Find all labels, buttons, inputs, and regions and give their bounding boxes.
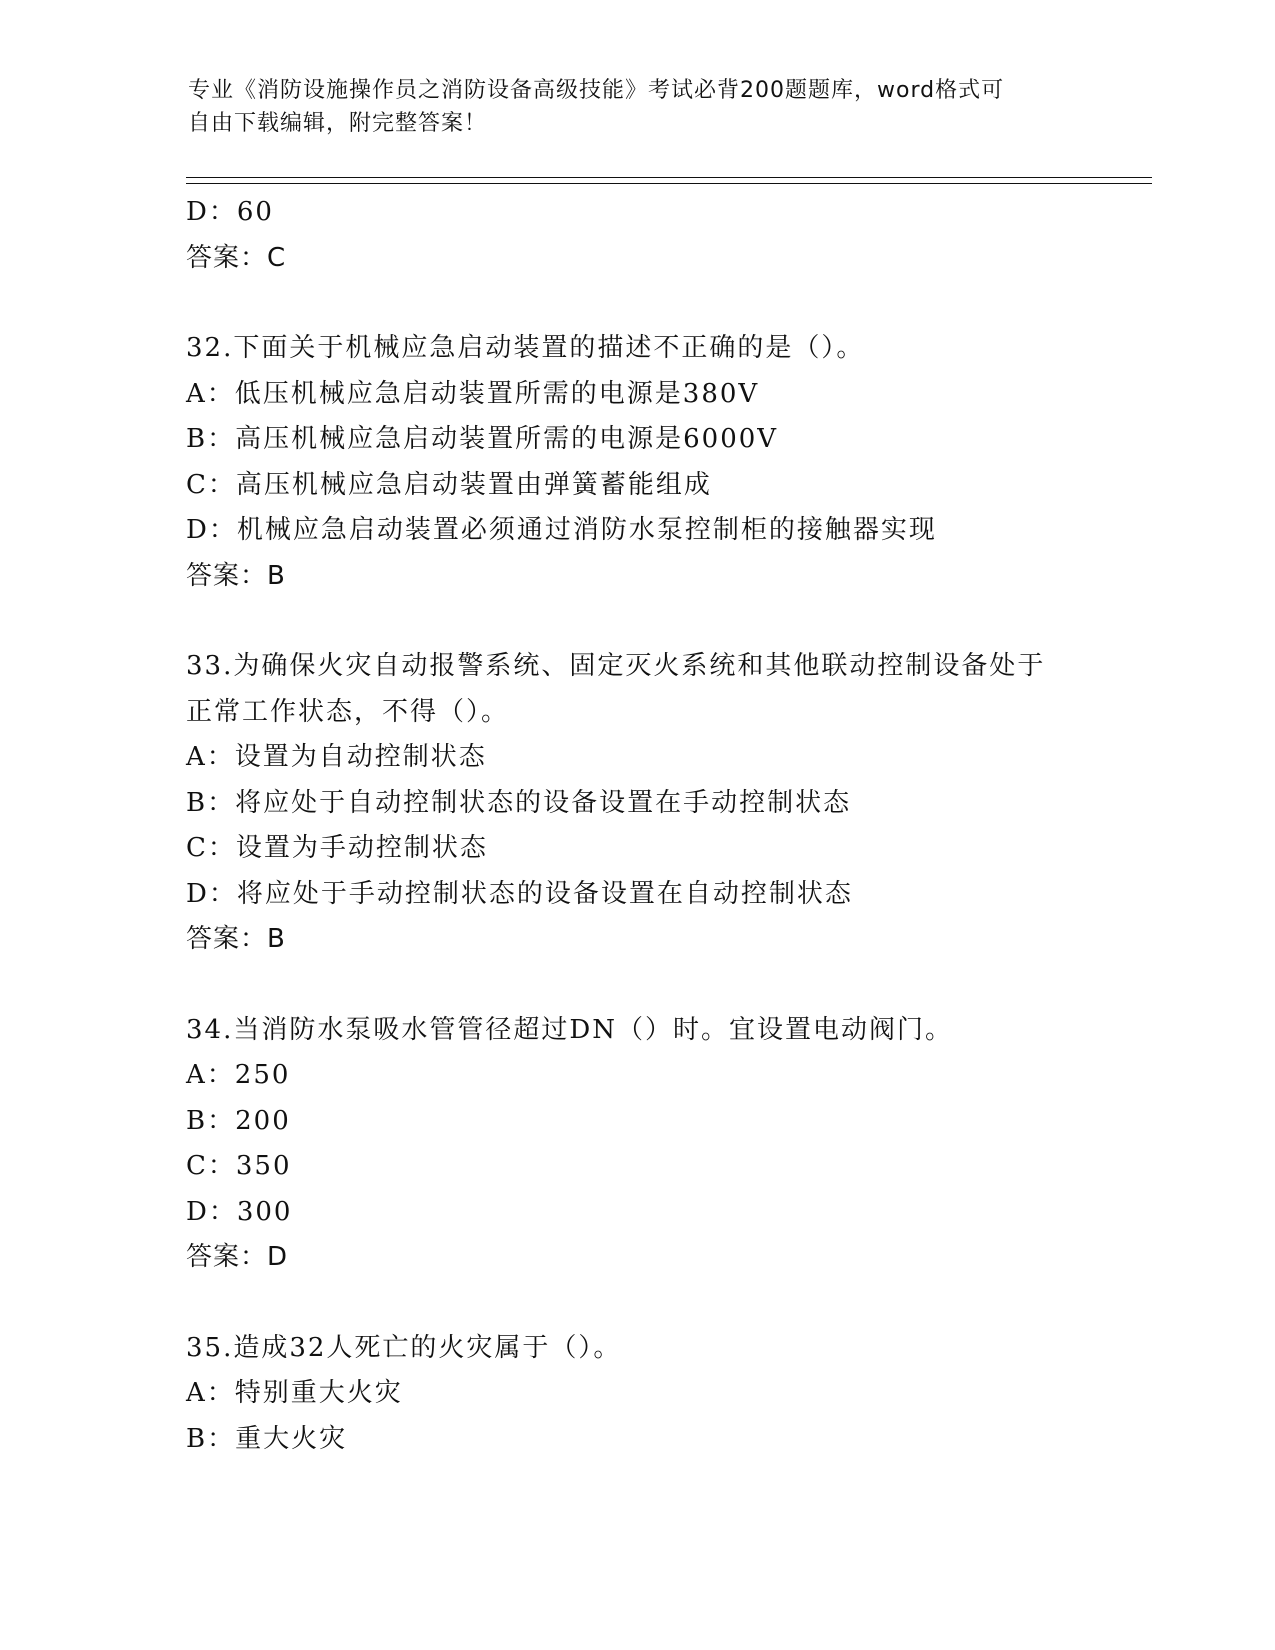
question-list (186, 190, 1166, 1462)
option-d: D：300 (186, 1196, 293, 1227)
option-b: B：高压机械应急启动装置所需的电源是6000V (186, 424, 779, 454)
question-34 (186, 1008, 1166, 1281)
header-divider-bottom (186, 183, 1152, 184)
answer: 答案：B (186, 560, 286, 591)
option-b: B：重大火灾 (186, 1423, 348, 1454)
question-32 (186, 326, 1166, 599)
question-stem: 35.造成32人死亡的火灾属于（）。 (186, 1332, 622, 1363)
option-c: C：设置为手动控制状态 (186, 833, 488, 863)
answer: 答案：D (186, 1242, 289, 1272)
document-header (188, 74, 1088, 140)
option-a: A：250 (186, 1060, 291, 1090)
option-d: D：机械应急启动装置必须通过消防水泵控制柜的接触器实现 (186, 515, 937, 545)
answer: 答案：B (186, 924, 286, 954)
spacer (186, 599, 1166, 644)
option-d: D：60 (186, 197, 274, 227)
answer: 答案：C (186, 242, 287, 273)
spacer (186, 1281, 1166, 1326)
question-stem: 33.为确保火灾自动报警系统、固定灭火系统和其他联动控制设备处于 (186, 651, 1046, 681)
option-b: B：200 (186, 1105, 291, 1136)
option-c: C：350 (186, 1151, 292, 1181)
question-stem: 34.当消防水泵吸水管管径超过DN（）时。宜设置电动阀门。 (186, 1014, 953, 1045)
header-divider-top (186, 177, 1152, 178)
option-b: B：将应处于自动控制状态的设备设置在手动控制状态 (186, 787, 852, 818)
question-stem: 32.下面关于机械应急启动装置的描述不正确的是（）。 (186, 333, 865, 363)
option-c: C：高压机械应急启动装置由弹簧蓄能组成 (186, 469, 712, 500)
spacer (186, 963, 1166, 1008)
option-d: D：将应处于手动控制状态的设备设置在自动控制状态 (186, 878, 853, 909)
option-a: A：设置为自动控制状态 (186, 742, 487, 772)
option-a: A：低压机械应急启动装置所需的电源是380V (186, 378, 760, 409)
header-line-1: 专业《消防设施操作员之消防设备高级技能》考试必背200题题库，word格式可 (188, 78, 1005, 103)
option-a: A：特别重大火灾 (186, 1378, 403, 1408)
question-stem-continued: 正常工作状态，不得（）。 (186, 696, 510, 727)
question-35 (186, 1326, 1166, 1463)
question-33 (186, 644, 1166, 963)
spacer (186, 281, 1166, 326)
header-line-2: 自由下载编辑，附完整答案！ (188, 111, 488, 136)
